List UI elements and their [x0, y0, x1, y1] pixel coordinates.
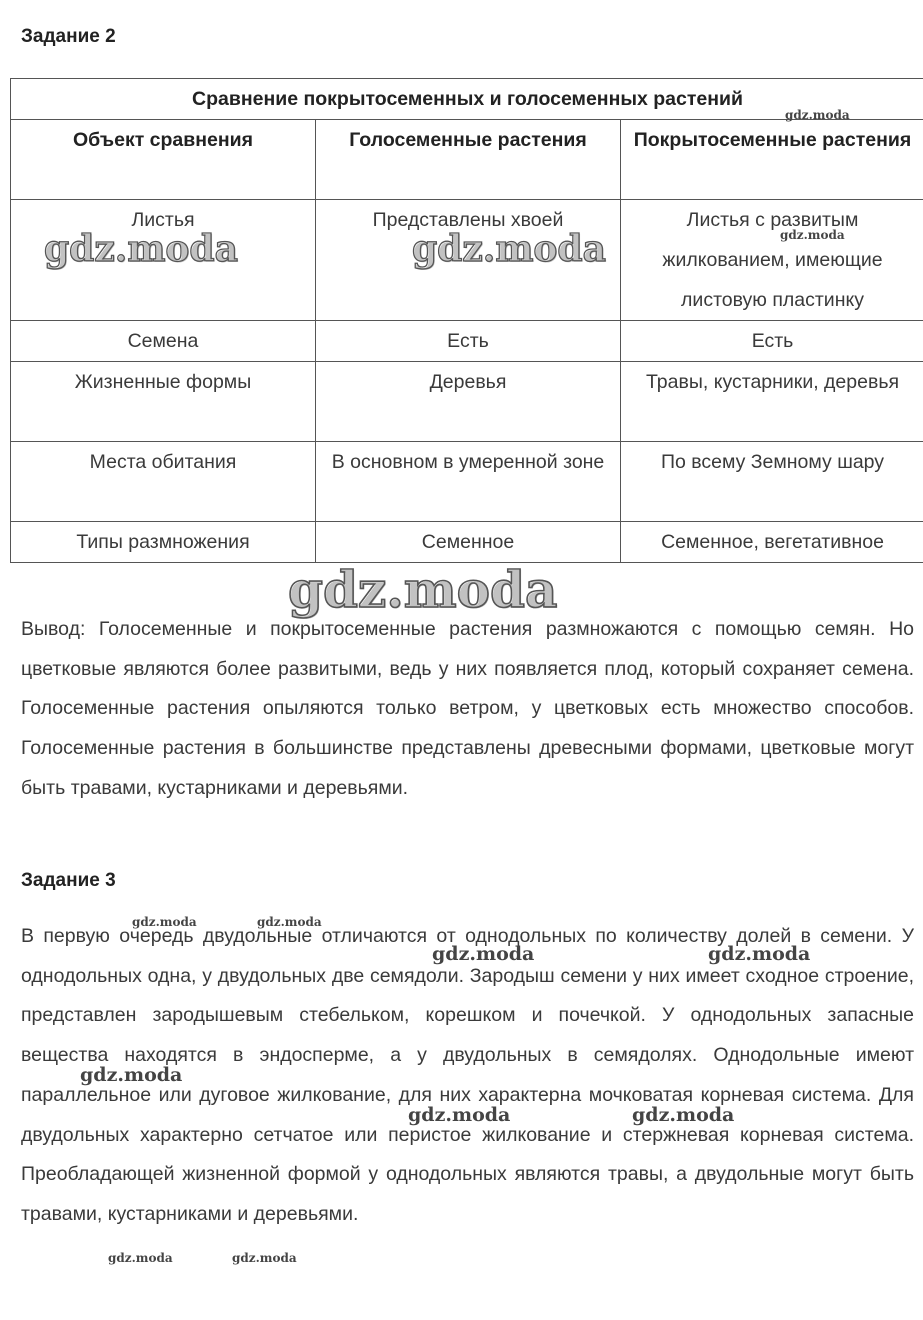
table-row	[11, 442, 923, 522]
watermark: gdz.moda	[44, 228, 238, 270]
table-cell: Деревья	[316, 362, 621, 442]
table-row	[11, 522, 923, 563]
table-title-row	[11, 79, 923, 120]
table-cell: Листья с развитым жилкованием, имеющие листовую пластинку	[621, 200, 923, 321]
column-header: Голосеменные растения	[316, 120, 621, 200]
table-header-row	[11, 120, 923, 200]
task-3-paragraph: В первую очередь двудольные отличаются от однодольных по количеству долей в семени. У однодольных одна, у двудольных две семядоли. Зародыш семени у них имеет сходное строение, представлен зародышевым стебельком, корешком и почечкой. У однодольных запасные вещества находятся в эндосперме, а у двудольных в семядолях. Однодольные имеют параллельное или дуговое жилкование, для них характерна мочковатая корневая система. Для двудольных характерно сетчатое или перистое жилкование и стержневая корневая система. Преобладающей жизненной формой у однодольных являются травы, а двудольные могут быть травами, кустарниками и деревьями.	[21, 925, 914, 1225]
table-cell: Места обитания	[11, 442, 316, 522]
table-cell: Семенное, вегетативное	[621, 522, 923, 563]
watermark: gdz.moda	[708, 943, 811, 965]
comparison-table	[10, 78, 923, 563]
task-2-heading: Задание 2	[21, 26, 116, 47]
watermark: gdz.moda	[288, 560, 558, 619]
column-header: Покрытосеменные растения	[621, 120, 923, 200]
table-title: Сравнение покрытосеменных и голосеменных растений	[11, 79, 923, 120]
table-cell: Есть	[316, 321, 621, 362]
watermark: gdz.moda	[108, 1251, 173, 1265]
watermark: gdz.moda	[780, 228, 845, 242]
table-row	[11, 321, 923, 362]
table-cell: Травы, кустарники, деревья	[621, 362, 923, 442]
table-cell: По всему Земному шару	[621, 442, 923, 522]
watermark: gdz.moda	[432, 943, 535, 965]
watermark: gdz.moda	[632, 1104, 735, 1126]
watermark: gdz.moda	[232, 1251, 297, 1265]
conclusion-paragraph: Вывод: Голосеменные и покрытосеменные растения размножаются с помощью семян. Но цветковые являются более развитыми, ведь у них появляется плод, который сохраняет семена. Голосеменные растения опыляются только ветром, у цветковых есть множество способов. Голосеменные растения в большинстве представлены древесными формами, цветковые могут быть травами, кустарниками и деревьями.	[21, 618, 914, 799]
table-cell: Семена	[11, 321, 316, 362]
table-row	[11, 362, 923, 442]
table-row	[11, 200, 923, 321]
table-cell: Представлены хвоей	[316, 200, 621, 321]
watermark: gdz.moda	[408, 1104, 511, 1126]
watermark: gdz.moda	[785, 108, 850, 122]
watermark: gdz.moda	[412, 228, 606, 270]
watermark: gdz.moda	[132, 915, 197, 929]
table-cell: В основном в умеренной зоне	[316, 442, 621, 522]
table-cell: Типы размножения	[11, 522, 316, 563]
table-cell: Листья	[11, 200, 316, 321]
watermark: gdz.moda	[80, 1064, 183, 1086]
task-3-heading: Задание 3	[21, 870, 116, 891]
column-header: Объект сравнения	[11, 120, 316, 200]
table-cell: Семенное	[316, 522, 621, 563]
watermark: gdz.moda	[257, 915, 322, 929]
table-cell: Жизненные формы	[11, 362, 316, 442]
table-cell: Есть	[621, 321, 923, 362]
